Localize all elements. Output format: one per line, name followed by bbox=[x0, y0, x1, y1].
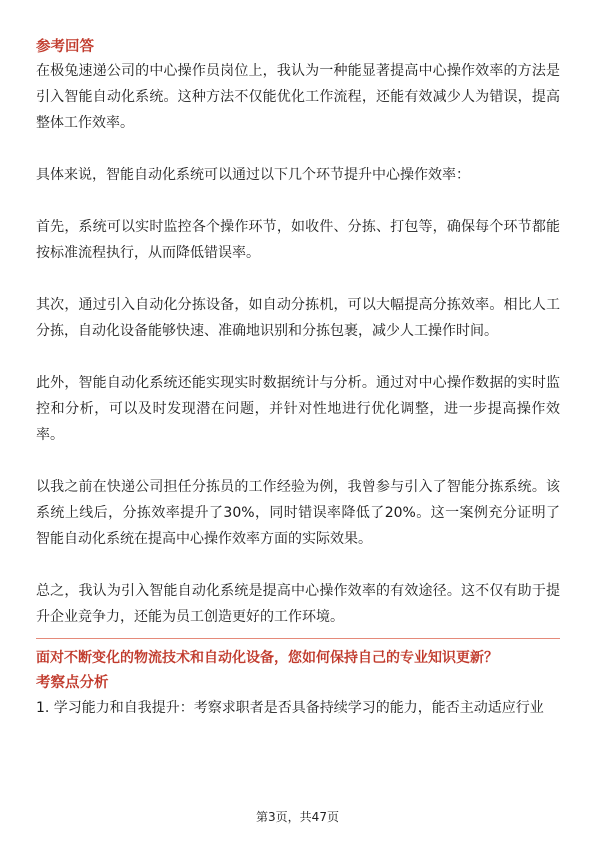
spacer bbox=[36, 448, 560, 474]
analysis-point-1: 1. 学习能力和自我提升：考察求职者是否具备持续学习的能力，能否主动适应行业 bbox=[36, 700, 544, 716]
spacer bbox=[36, 344, 560, 370]
spacer bbox=[36, 552, 560, 578]
answer-paragraph-5: 此外，智能自动化系统还能实现实时数据统计与分析。通过对中心操作数据的实时监控和分析，可以及时发现潜在问题，并针对性地进行优化调整，进一步提高操作效率。 bbox=[36, 375, 560, 443]
section-divider bbox=[36, 638, 560, 639]
question-title: 面对不断变化的物流技术和自动化设备，您如何保持自己的专业知识更新？ bbox=[36, 650, 498, 666]
answer-paragraph-4: 其次，通过引入自动化分拣设备，如自动分拣机，可以大幅提高分拣效率。相比人工分拣，自动化设备能够快速、准确地识别和分拣包裹，减少人工操作时间。 bbox=[36, 297, 560, 339]
document-page bbox=[36, 36, 560, 721]
spacer bbox=[36, 188, 560, 214]
reference-answer-heading: 参考回答 bbox=[36, 39, 94, 55]
answer-paragraph-6: 以我之前在快递公司担任分拣员的工作经验为例，我曾参与引入了智能分拣系统。该系统上线后，分拣效率提升了30%，同时错误率降低了20%。这一案例充分证明了智能自动化系统在提高中心操作效率方面的实际效果。 bbox=[36, 479, 560, 547]
answer-paragraph-7: 总之，我认为引入智能自动化系统是提高中心操作效率的有效途径。这不仅有助于提升企业竞争力，还能为员工创造更好的工作环境。 bbox=[36, 583, 560, 625]
spacer bbox=[36, 136, 560, 162]
page-footer: 第3页，共47页 bbox=[256, 810, 339, 824]
answer-paragraph-2: 具体来说，智能自动化系统可以通过以下几个环节提升中心操作效率： bbox=[36, 167, 470, 183]
analysis-heading: 考察点分析 bbox=[36, 675, 109, 691]
spacer bbox=[36, 266, 560, 292]
answer-paragraph-3: 首先，系统可以实时监控各个操作环节，如收件、分拣、打包等，确保每个环节都能按标准流程执行，从而降低错误率。 bbox=[36, 219, 560, 261]
answer-paragraph-1: 在极兔速递公司的中心操作员岗位上，我认为一种能显著提高中心操作效率的方法是引入智能自动化系统。这种方法不仅能优化工作流程，还能有效减少人为错误，提高整体工作效率。 bbox=[36, 63, 560, 131]
